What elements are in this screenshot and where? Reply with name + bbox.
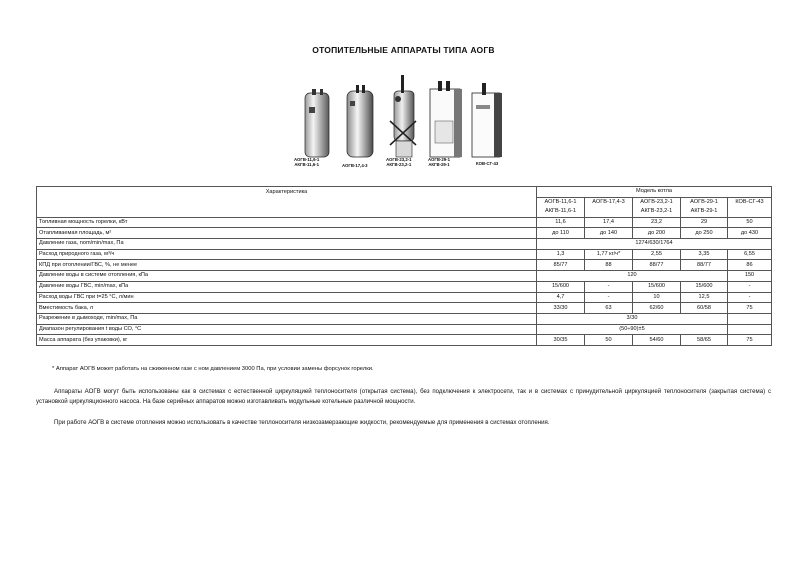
table-row [37,260,772,271]
row-label: Расход природного газа, м³/ч [37,249,537,260]
table-cell: 17,4 [585,217,633,228]
caption-unit-3 [386,157,412,167]
row-label: КПД при отоплении/ГВС, %, не менее [37,260,537,271]
table-cell: 150 [728,271,772,282]
caption-line: АОГВ-17,4-3 [342,163,368,168]
model-cell: КОВ-СГ-43 [728,197,772,217]
table-row [37,217,772,228]
row-label: Топливная мощность горелки, кВт [37,217,537,228]
table-cell: 23,2 [633,217,681,228]
table-cell: 75 [728,335,772,346]
row-label: Масса аппарата (без упаковки), кг [37,335,537,346]
table-header-row [37,187,772,198]
table-cell: 50 [585,335,633,346]
table-cell: - [585,292,633,303]
row-label: Давление газа, nom/min/max, Па [37,239,537,250]
row-label: Расход воды ГВС при t=25 °С, л/мин [37,292,537,303]
table-cell: 11,6 [537,217,585,228]
row-label: Диапазон регулирования t воды СО, °С [37,324,537,335]
caption-unit-2 [342,163,368,168]
table-cell: 2,55 [633,249,681,260]
table-cell-span: 120 [537,271,728,282]
table-cell: 15/600 [633,281,681,292]
product-figure [294,75,518,185]
table-row [37,271,772,282]
page-title: ОТОПИТЕЛЬНЫЕ АППАРАТЫ ТИПА АОГВ [312,45,495,55]
table-cell: 54/60 [633,335,681,346]
caption-line: АКГВ-23,2-1 [386,162,412,167]
table-cell: 30/35 [537,335,585,346]
table-row [37,281,772,292]
table-cell: 88/77 [633,260,681,271]
table-cell: - [728,292,772,303]
model-cell: АОГВ-17,4-3 [585,197,633,217]
row-label: Отапливаемая площадь, м² [37,228,537,239]
table-cell: 86 [728,260,772,271]
table-row [37,303,772,314]
header-characteristic: Характеристика [37,187,537,218]
table-row [37,249,772,260]
table-cell: 4,7 [537,292,585,303]
boiler-image-aogv-11-6 [300,89,334,159]
boiler-image-aogv-23-2 [386,75,420,159]
table-row [37,239,772,250]
paragraph: Аппараты АОГВ могут быть использованы как в системах с естественной циркуляцией теплоносителя (открытая система), без подключения к электросети, так и в системах с принудительной циркуляцией теплоносителя (закрытая система) с установкой циркуляционного насоса. На базе серийных аппаратов можно изготавливать модульные котельные различной мощности. [36,388,771,405]
table-cell: 50 [728,217,772,228]
model-cell: АОГВ-23,2-1 АКГВ-23,2-1 [633,197,681,217]
caption-line: АОГВ-29-1 [428,157,450,162]
table-row [37,335,772,346]
row-label: Вместимость бака, л [37,303,537,314]
model-cell: АОГВ-11,6-1 АКГВ-11,6-1 [537,197,585,217]
boiler-image-aogv-17-4 [342,85,378,159]
row-label: Разрежение в дымоходе, min/max, Па [37,313,537,324]
table-cell: 6,55 [728,249,772,260]
table-cell: до 430 [728,228,772,239]
table-cell: 1,3 [537,249,585,260]
spec-table [36,186,772,346]
boiler-image-aogv-29 [426,81,466,159]
table-cell: до 110 [537,228,585,239]
table-cell [728,324,772,335]
table-cell: - [728,281,772,292]
table-cell: 85/77 [537,260,585,271]
table-cell: 3,35 [681,249,728,260]
row-label: Давлениe воды в системе отопления, кПа [37,271,537,282]
table-row [37,324,772,335]
table-cell-span: 3/30 [537,313,728,324]
caption-line: АКГВ-29-1 [428,162,450,167]
table-cell: 15/600 [537,281,585,292]
caption-line: АКГВ-11,6-1 [294,162,319,167]
caption-unit-5 [476,161,498,166]
table-cell [728,313,772,324]
table-cell: до 140 [585,228,633,239]
table-cell: 1,77 кг/ч* [585,249,633,260]
boiler-image-kov-sg-43 [468,81,506,159]
table-cell: до 200 [633,228,681,239]
table-row [37,313,772,324]
table-cell: 29 [681,217,728,228]
table-cell-span: (50÷90)±5 [537,324,728,335]
caption-line: АОГВ-11,6-1 [294,157,320,162]
footnote: * Аппарат АОГВ может работать на сжиженном газе с ном давлением 3000 Па, при условии замены форсунок горелки. [52,366,374,372]
table-cell: 62/60 [633,303,681,314]
table-cell: 15/600 [681,281,728,292]
table-cell: 10 [633,292,681,303]
table-row [37,228,772,239]
table-cell: 33/30 [537,303,585,314]
header-model: Модель котла [537,187,772,198]
caption-line: АОГВ-23,2-1 [386,157,412,162]
model-cell: АОГВ-29-1 АКГВ-29-1 [681,197,728,217]
table-cell: 88 [585,260,633,271]
table-cell: 58/65 [681,335,728,346]
table-cell-span: 1274/630/1764 [537,239,772,250]
table-row [37,292,772,303]
caption-unit-1 [294,157,319,167]
table-cell: 63 [585,303,633,314]
table-cell: до 250 [681,228,728,239]
table-cell: 88/77 [681,260,728,271]
paragraph: При работе АОГВ в системе отопления можно использовать в качестве теплоносителя низкозамерзающие жидкости, рекомендуемые для применения в системах отопления. [54,419,550,426]
caption-unit-4 [428,157,450,167]
table-cell: - [585,281,633,292]
table-cell: 75 [728,303,772,314]
caption-line: КОВ-СГ-43 [476,161,499,166]
table-cell: 12,5 [681,292,728,303]
row-label: Давление воды ГВС, min/max, кПа [37,281,537,292]
table-cell: 60/58 [681,303,728,314]
